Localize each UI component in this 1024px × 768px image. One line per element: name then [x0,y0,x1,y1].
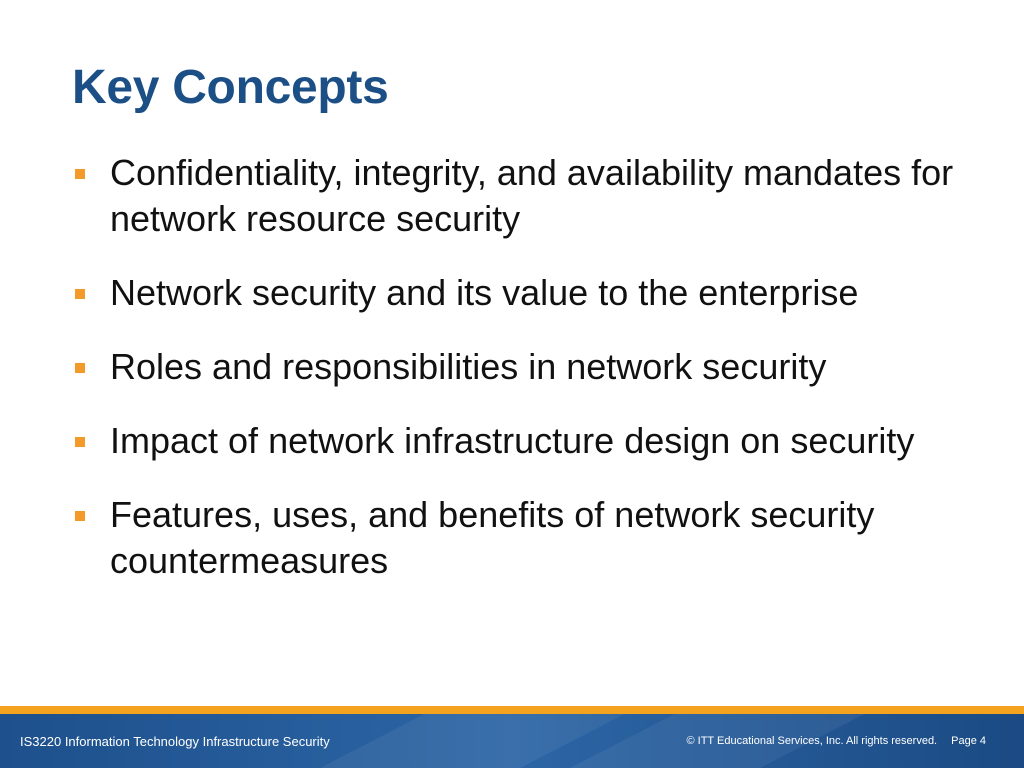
bullet-item [72,492,1002,584]
footer-bar [0,706,1024,768]
square-bullet-icon [75,169,85,179]
square-bullet-icon [75,289,85,299]
course-name: IS3220 Information Technology Infrastructure Security [20,734,330,749]
bullet-item [72,418,1002,464]
square-bullet-icon [75,363,85,373]
slide-title: Key Concepts [72,61,389,114]
square-bullet-icon [75,511,85,521]
footer-accent-stripe [0,706,1024,714]
bullet-text: Confidentiality, integrity, and availability mandates for network resource security [110,152,954,239]
bullet-text: Impact of network infrastructure design on security [110,420,915,461]
bullet-text: Features, uses, and benefits of network security countermeasures [110,494,875,581]
bullet-item [72,150,1002,242]
bullet-text: Roles and responsibilities in network security [110,346,827,387]
bullet-item [72,344,1002,390]
square-bullet-icon [75,437,85,447]
footer-right-text [687,735,987,747]
page-number: Page 4 [951,735,986,747]
copyright-text: © ITT Educational Services, Inc. All rights reserved. [686,735,938,747]
bullet-list [72,150,1002,584]
bullet-text: Network security and its value to the enterprise [110,272,859,313]
bullet-item [72,270,1002,316]
